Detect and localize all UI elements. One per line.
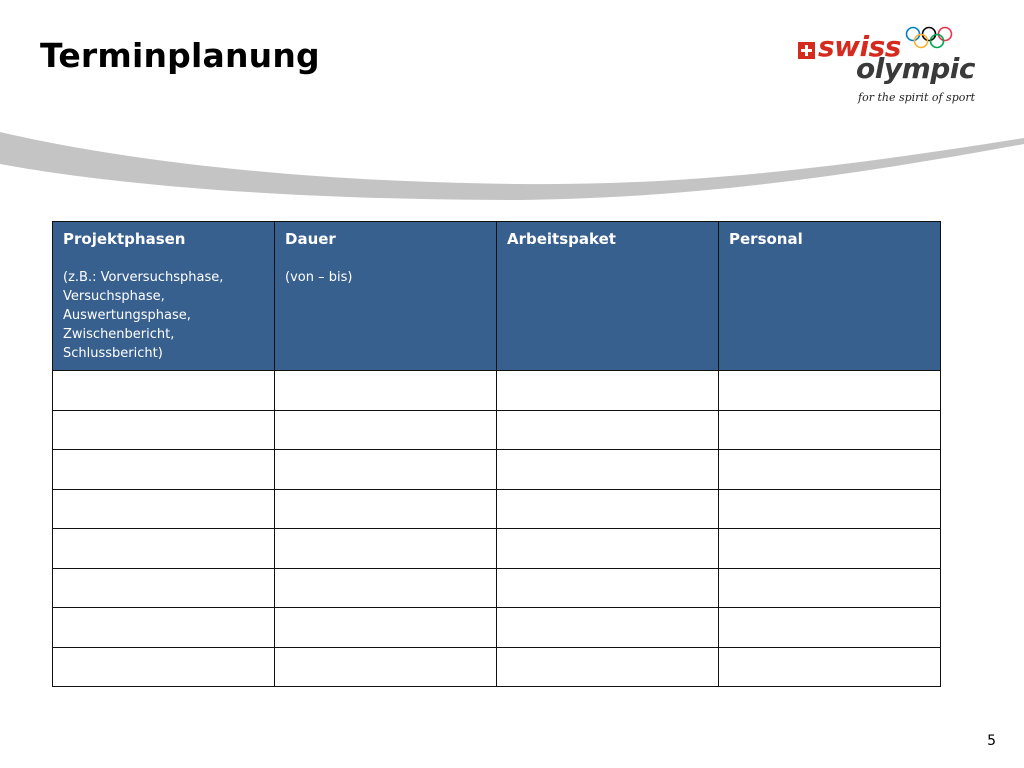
logo-word-swiss: swiss bbox=[818, 30, 901, 63]
column-label: Arbeitspaket bbox=[507, 230, 616, 248]
table-row bbox=[53, 371, 941, 411]
table-cell[interactable] bbox=[497, 489, 719, 529]
column-label: Projektphasen bbox=[63, 230, 186, 248]
table-row bbox=[53, 529, 941, 569]
table-cell[interactable] bbox=[53, 410, 275, 450]
table-cell[interactable] bbox=[275, 450, 497, 490]
table-cell[interactable] bbox=[275, 371, 497, 411]
column-label: Dauer bbox=[285, 230, 336, 248]
table-row bbox=[53, 489, 941, 529]
schedule-table bbox=[52, 221, 941, 687]
table-cell[interactable] bbox=[53, 568, 275, 608]
table-cell[interactable] bbox=[497, 371, 719, 411]
table-cell[interactable] bbox=[53, 371, 275, 411]
column-label: Personal bbox=[729, 230, 803, 248]
table-cell[interactable] bbox=[719, 568, 941, 608]
table-row bbox=[53, 568, 941, 608]
table-cell[interactable] bbox=[275, 647, 497, 687]
table-cell[interactable] bbox=[719, 608, 941, 648]
table-cell[interactable] bbox=[719, 647, 941, 687]
table-cell[interactable] bbox=[719, 410, 941, 450]
table-header-row bbox=[53, 222, 941, 371]
table-cell[interactable] bbox=[719, 371, 941, 411]
table-cell[interactable] bbox=[53, 529, 275, 569]
table-cell[interactable] bbox=[497, 608, 719, 648]
decorative-swoosh bbox=[0, 120, 1024, 210]
column-header-dauer bbox=[275, 222, 497, 371]
table-row bbox=[53, 450, 941, 490]
swiss-cross-icon bbox=[798, 42, 815, 59]
table-cell[interactable] bbox=[275, 489, 497, 529]
table-cell[interactable] bbox=[497, 647, 719, 687]
table-cell[interactable] bbox=[719, 450, 941, 490]
table-cell[interactable] bbox=[719, 489, 941, 529]
column-hint: (von – bis) bbox=[285, 270, 353, 285]
logo-word-olympic: olympic bbox=[856, 52, 975, 85]
table-row bbox=[53, 647, 941, 687]
page-number: 5 bbox=[987, 733, 996, 749]
table-row bbox=[53, 410, 941, 450]
table-cell[interactable] bbox=[497, 450, 719, 490]
table-cell[interactable] bbox=[53, 450, 275, 490]
column-header-projektphasen bbox=[53, 222, 275, 371]
table-cell[interactable] bbox=[275, 568, 497, 608]
swiss-olympic-logo bbox=[796, 26, 976, 108]
table-cell[interactable] bbox=[53, 647, 275, 687]
table-cell[interactable] bbox=[275, 529, 497, 569]
table-cell[interactable] bbox=[497, 410, 719, 450]
table-cell[interactable] bbox=[275, 410, 497, 450]
table-cell[interactable] bbox=[53, 489, 275, 529]
column-hint: (z.B.: Vorversuchsphase, Versuchsphase, Auswertungsphase, Zwischenbericht, Schlussbericht) bbox=[63, 270, 224, 361]
olympic-rings-icon bbox=[904, 26, 954, 50]
table-cell[interactable] bbox=[275, 608, 497, 648]
logo-tagline: for the spirit of sport bbox=[858, 91, 976, 104]
table-cell[interactable] bbox=[497, 568, 719, 608]
table-row bbox=[53, 608, 941, 648]
table-cell[interactable] bbox=[719, 529, 941, 569]
column-header-arbeitspaket bbox=[497, 222, 719, 371]
page-title: Terminplanung bbox=[40, 36, 320, 75]
column-header-personal bbox=[719, 222, 941, 371]
table-cell[interactable] bbox=[497, 529, 719, 569]
table-cell[interactable] bbox=[53, 608, 275, 648]
